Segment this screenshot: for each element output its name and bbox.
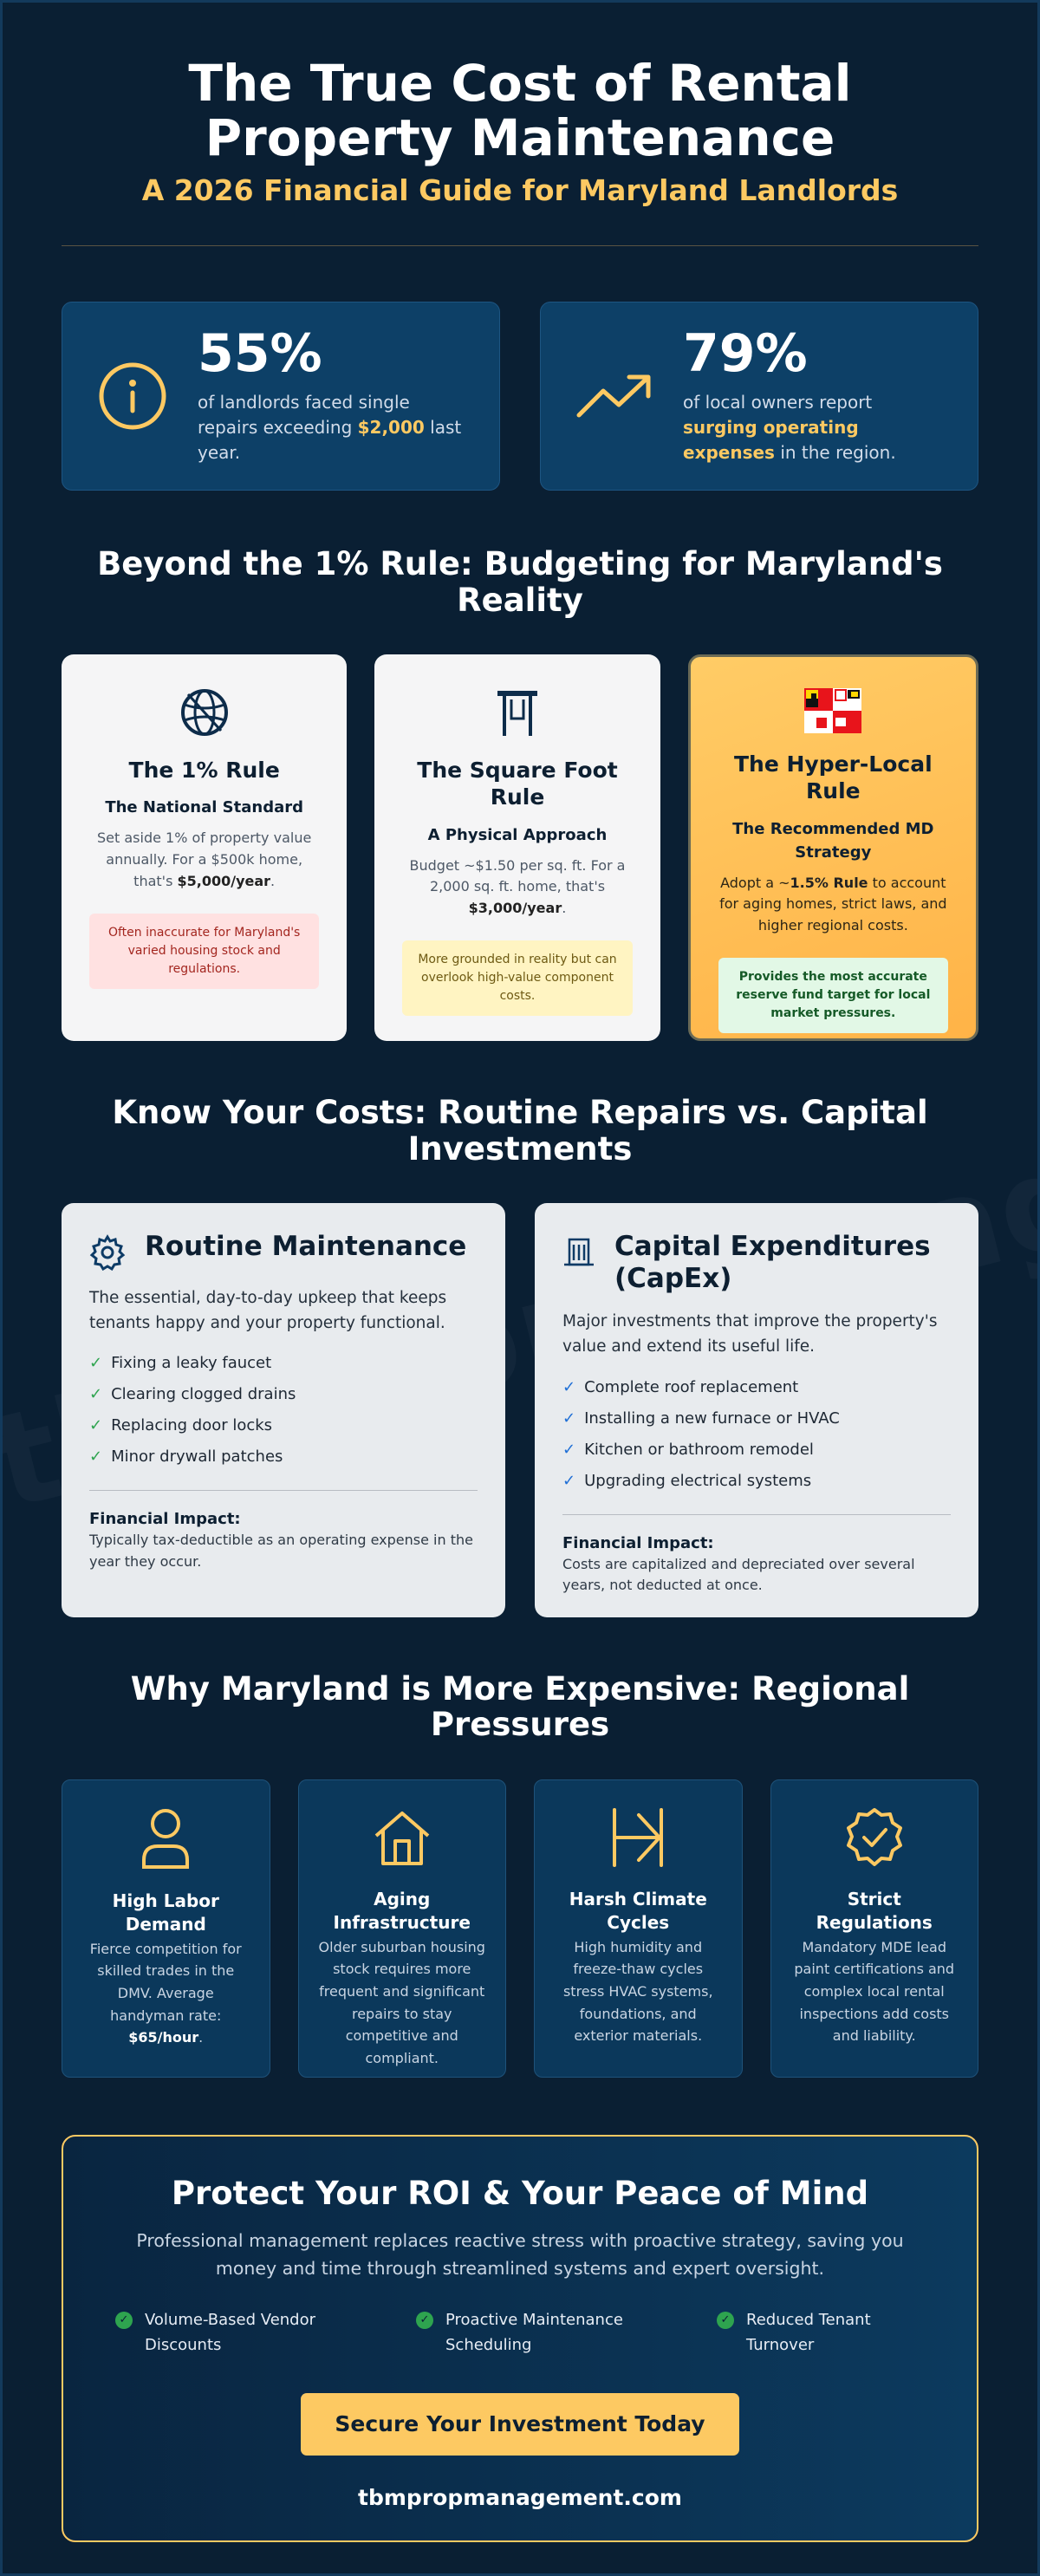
impact-label: Financial Impact: bbox=[89, 1510, 241, 1529]
cta-title: Protect Your ROI & Your Peace of Mind bbox=[171, 2174, 869, 2212]
list-item: ✓ Kitchen or bathroom remodel bbox=[562, 1440, 814, 1459]
pressure-title: Aging Infrastructure bbox=[333, 1888, 471, 1933]
list-item: ✓ Minor drywall patches bbox=[89, 1447, 283, 1467]
arrow-to-wall-icon bbox=[608, 1806, 668, 1869]
list-item: ✓ Installing a new furnace or HVAC bbox=[562, 1408, 840, 1428]
budgeting-title: Beyond the 1% Rule: Budgeting for Maryland's Reality bbox=[97, 545, 943, 619]
cost-title: Routine Maintenance bbox=[145, 1231, 467, 1262]
benefit-item: ✓ Proactive Maintenance Scheduling bbox=[416, 2308, 676, 2358]
pressure-title: Harsh Climate Cycles bbox=[569, 1888, 707, 1933]
trending-up-icon bbox=[575, 370, 653, 422]
list-item: ✓ Replacing door locks bbox=[89, 1416, 273, 1435]
list-item: ✓ Clearing clogged drains bbox=[89, 1385, 296, 1404]
costs-title: Know Your Costs: Routine Repairs vs. Capital Investments bbox=[112, 1094, 928, 1168]
stat-text: of landlords faced single repairs exceeding $2,000 last year. bbox=[198, 391, 462, 463]
rule-title: The Hyper-Local Rule bbox=[733, 751, 933, 804]
pressure-text: Mandatory MDE lead paint certifications and complex local rental inspections add costs and liability. bbox=[794, 1938, 955, 2045]
gear-icon bbox=[89, 1234, 126, 1271]
check-icon: ✓ bbox=[717, 2312, 734, 2329]
pressures-title: Why Maryland is More Expensive: Regional Pressures bbox=[130, 1670, 910, 1744]
pressure-text: Fierce competition for skilled trades in the DMV. Average handyman rate: $65/hour. bbox=[89, 1940, 242, 2046]
rule-note: More grounded in reality but can overlook high-value component costs. bbox=[402, 940, 632, 1016]
cost-desc: Major investments that improve the property's value and extend its useful life. bbox=[562, 1312, 938, 1356]
rule-note: Often inaccurate for Maryland's varied housing stock and regulations. bbox=[89, 914, 319, 989]
pressure-title: Strict Regulations bbox=[816, 1888, 933, 1933]
stats-row bbox=[62, 302, 978, 491]
rule-subtitle: A Physical Approach bbox=[427, 825, 608, 844]
list-item: ✓ Upgrading electrical systems bbox=[562, 1471, 812, 1490]
pressure-card-regulations bbox=[770, 1779, 979, 2078]
cost-desc: The essential, day-to-day upkeep that keeps tenants happy and your property functional. bbox=[89, 1289, 447, 1332]
house-icon bbox=[371, 1806, 433, 1869]
cost-list bbox=[562, 1372, 951, 1497]
impact-text: Typically tax-deductible as an operating expense in the year they occur. bbox=[89, 1532, 473, 1571]
divider bbox=[62, 245, 978, 246]
info-icon bbox=[97, 361, 168, 432]
globe-icon bbox=[178, 686, 231, 739]
page-title: The True Cost of Rental Property Maintenance bbox=[188, 54, 852, 167]
list-item: ✓ Fixing a leaky faucet bbox=[89, 1354, 272, 1373]
cost-card-capex bbox=[535, 1203, 978, 1617]
building-icon bbox=[562, 1234, 595, 1267]
website-link[interactable]: tbmpropmanagement.com bbox=[358, 2485, 682, 2510]
cost-card-routine bbox=[62, 1203, 505, 1617]
check-icon: ✓ bbox=[416, 2312, 433, 2329]
ruler-frame-icon bbox=[491, 686, 544, 739]
benefit-item: ✓ Reduced Tenant Turnover bbox=[717, 2308, 925, 2358]
rule-note: Provides the most accurate reserve fund target for local market pressures. bbox=[718, 958, 948, 1033]
rule-subtitle: The Recommended MD Strategy bbox=[732, 819, 934, 862]
rule-card-square-foot bbox=[374, 654, 660, 1041]
cta-panel bbox=[62, 2135, 978, 2542]
pressure-text: High humidity and freeze-thaw cycles stress HVAC systems, foundations, and exterior materials. bbox=[562, 1938, 713, 2045]
badge-check-icon bbox=[843, 1806, 906, 1869]
benefit-list bbox=[115, 2308, 925, 2358]
pressure-cards bbox=[62, 1779, 978, 2078]
pressure-card-labor bbox=[62, 1779, 270, 2078]
stat-value: 79% bbox=[683, 322, 808, 384]
cta-lead: Professional management replaces reactive stress with proactive strategy, saving you money and time through streamlined systems and expert oversight. bbox=[136, 2229, 904, 2279]
check-icon: ✓ bbox=[115, 2312, 133, 2329]
rule-title: The Square Foot Rule bbox=[417, 758, 618, 810]
stat-card-expenses bbox=[540, 302, 978, 491]
stat-text: of local owners report surging operating expenses in the region. bbox=[683, 391, 896, 463]
page-subtitle: A 2026 Financial Guide for Maryland Landlords bbox=[141, 173, 899, 208]
benefit-item: ✓ Volume-Based Vendor Discounts bbox=[115, 2308, 375, 2358]
rule-card-one-percent bbox=[62, 654, 347, 1041]
rule-cards bbox=[62, 654, 978, 1041]
rule-text: Set aside 1% of property value annually. For a $500k home, that's $5,000/year. bbox=[97, 829, 312, 889]
list-item: ✓ Complete roof replacement bbox=[562, 1377, 799, 1396]
cost-list bbox=[89, 1348, 478, 1473]
person-icon bbox=[139, 1806, 192, 1870]
rule-title: The 1% Rule bbox=[128, 758, 280, 784]
impact-label: Financial Impact: bbox=[562, 1533, 714, 1552]
maryland-flag-icon bbox=[804, 688, 861, 733]
pressure-title: High Labor Demand bbox=[112, 1890, 219, 1935]
rule-text: Budget ~$1.50 per sq. ft. For a 2,000 sq. ft. home, that's $3,000/year. bbox=[409, 856, 626, 917]
impact-text: Costs are capitalized and depreciated over several years, not deducted at once. bbox=[562, 1555, 915, 1594]
stat-card-repairs bbox=[62, 302, 500, 491]
pressure-card-climate bbox=[534, 1779, 743, 2078]
rule-card-hyper-local bbox=[688, 654, 978, 1041]
rule-text: Adopt a ~1.5% Rule to account for aging homes, strict laws, and higher regional costs. bbox=[719, 874, 947, 934]
stat-value: 55% bbox=[198, 322, 322, 384]
pressure-card-infrastructure bbox=[298, 1779, 507, 2078]
pressure-text: Older suburban housing stock requires more frequent and significant repairs to stay competitive and compliant. bbox=[318, 1938, 485, 2066]
secure-investment-button[interactable]: Secure Your Investment Today bbox=[301, 2393, 739, 2456]
cost-title: Capital Expenditures (CapEx) bbox=[614, 1231, 931, 1294]
rule-subtitle: The National Standard bbox=[105, 798, 303, 817]
cost-cards bbox=[62, 1203, 978, 1617]
